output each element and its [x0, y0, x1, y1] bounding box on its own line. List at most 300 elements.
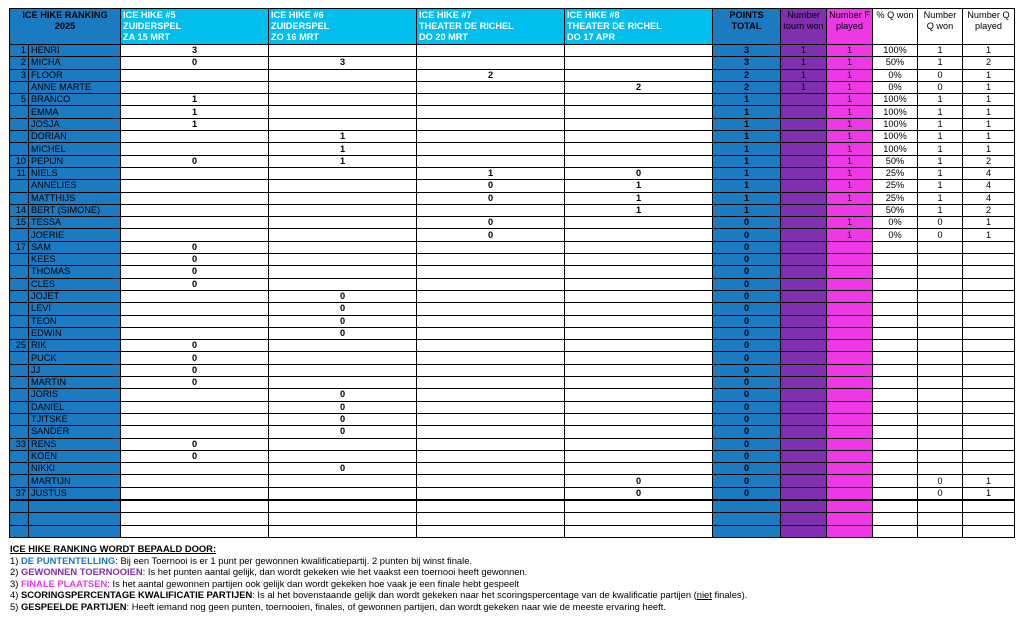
event-score: 0 — [121, 241, 269, 253]
q-won — [918, 401, 963, 413]
q-won: 1 — [918, 180, 963, 192]
legend-item — [10, 566, 747, 578]
tourn-won — [781, 167, 827, 179]
q-won: 1 — [918, 143, 963, 155]
final-played: 1 — [827, 45, 873, 57]
event-score: 1 — [565, 204, 713, 216]
event-score — [417, 426, 565, 438]
event-score — [269, 217, 417, 229]
event-score — [565, 94, 713, 106]
rank-position — [10, 180, 29, 192]
q-won: 0 — [918, 217, 963, 229]
event-score — [565, 364, 713, 376]
pct-q-won: 100% — [873, 118, 918, 130]
event-score — [565, 438, 713, 450]
points-total: 0 — [713, 377, 781, 389]
tourn-won — [781, 340, 827, 352]
event-score: 3 — [121, 45, 269, 57]
event-score — [417, 450, 565, 462]
pct-q-won: 0% — [873, 69, 918, 81]
pct-q-won: 0% — [873, 217, 918, 229]
rank-position: 33 — [10, 438, 29, 450]
tourn-won — [781, 426, 827, 438]
event-score: 1 — [269, 143, 417, 155]
q-won — [918, 327, 963, 339]
event-score — [565, 278, 713, 290]
table-row — [10, 143, 1015, 155]
pct-q-won — [873, 377, 918, 389]
event-score — [417, 413, 565, 425]
player-name: FLOOR — [29, 69, 121, 81]
tourn-won — [781, 438, 827, 450]
final-played — [827, 303, 873, 315]
player-name: KOEN — [29, 450, 121, 462]
final-played — [827, 463, 873, 475]
final-played: 1 — [827, 180, 873, 192]
player-name: TEON — [29, 315, 121, 327]
table-body — [10, 45, 1015, 538]
pct-q-won: 25% — [873, 192, 918, 204]
event-score: 0 — [565, 167, 713, 179]
legend-underline: niet — [696, 589, 712, 601]
event-score — [417, 389, 565, 401]
q-won — [918, 377, 963, 389]
points-total: 0 — [713, 290, 781, 302]
empty-cell — [29, 500, 121, 513]
q-won: 1 — [918, 167, 963, 179]
q-won-header: Number Q won — [918, 9, 963, 45]
points-total: 0 — [713, 426, 781, 438]
empty-cell — [827, 500, 873, 513]
q-won: 0 — [918, 81, 963, 93]
pct-q-won — [873, 352, 918, 364]
event-score — [269, 167, 417, 179]
q-won: 1 — [918, 57, 963, 69]
table-row — [10, 364, 1015, 376]
points-total: 0 — [713, 254, 781, 266]
q-won — [918, 463, 963, 475]
tourn-won — [781, 389, 827, 401]
q-played: 4 — [963, 192, 1015, 204]
table-row — [10, 241, 1015, 253]
event-score — [121, 413, 269, 425]
points-total: 0 — [713, 217, 781, 229]
event-score — [269, 377, 417, 389]
event-score: 1 — [121, 94, 269, 106]
player-name: JJ — [29, 364, 121, 376]
event-score — [565, 229, 713, 241]
event-date: ZA 15 MRT — [123, 32, 171, 42]
legend-item — [10, 555, 747, 567]
final-played — [827, 389, 873, 401]
pct-q-won — [873, 340, 918, 352]
rank-position: 11 — [10, 167, 29, 179]
event-score — [417, 438, 565, 450]
tourn-won: 1 — [781, 57, 827, 69]
player-name: NIKKI — [29, 463, 121, 475]
final-played: 1 — [827, 131, 873, 143]
event-game: THEATER DE RICHEL — [567, 21, 662, 31]
q-played — [963, 340, 1015, 352]
points-total: 1 — [713, 204, 781, 216]
q-played: 2 — [963, 155, 1015, 167]
table-row — [10, 278, 1015, 290]
points-total: 0 — [713, 463, 781, 475]
event-score: 0 — [121, 266, 269, 278]
points-total: 1 — [713, 180, 781, 192]
legend-key: DE PUNTENTELLING — [20, 554, 116, 566]
pct-q-won — [873, 487, 918, 500]
pct-q-won — [873, 463, 918, 475]
event-score — [417, 204, 565, 216]
tourn-won — [781, 94, 827, 106]
event-score — [269, 266, 417, 278]
player-name: JOERIE — [29, 229, 121, 241]
event-score — [417, 94, 565, 106]
rank-position — [10, 118, 29, 130]
final-played — [827, 377, 873, 389]
pct-q-won — [873, 364, 918, 376]
tourn-won — [781, 377, 827, 389]
final-played: 1 — [827, 94, 873, 106]
player-name: MICHA — [29, 57, 121, 69]
event-score — [417, 340, 565, 352]
q-played: 2 — [963, 57, 1015, 69]
legend-num: 1) — [10, 554, 19, 566]
pct-q-won: 100% — [873, 45, 918, 57]
final-played — [827, 315, 873, 327]
pct-q-won — [873, 303, 918, 315]
empty-cell — [565, 500, 713, 513]
points-total: 0 — [713, 315, 781, 327]
ranking-title-text: ICE HIKE RANKING 2025 — [22, 10, 108, 31]
rank-position — [10, 254, 29, 266]
player-name: CLES — [29, 278, 121, 290]
pct-q-won — [873, 315, 918, 327]
event-name: ICE HIKE #7 — [419, 10, 472, 20]
event-score: 0 — [269, 413, 417, 425]
final-played: 1 — [827, 118, 873, 130]
event-score — [565, 389, 713, 401]
tourn-won — [781, 204, 827, 216]
player-name: NIELS — [29, 167, 121, 179]
event-score: 0 — [121, 450, 269, 462]
event-score — [565, 426, 713, 438]
event-score — [565, 57, 713, 69]
player-name: RIK — [29, 340, 121, 352]
event-score — [565, 131, 713, 143]
event-game: ZUIDERSPEL — [123, 21, 182, 31]
event-score — [121, 401, 269, 413]
pct-q-won: 0% — [873, 81, 918, 93]
tourn-won — [781, 143, 827, 155]
empty-row — [10, 500, 1015, 513]
q-played: 1 — [963, 118, 1015, 130]
pct-q-won: 100% — [873, 131, 918, 143]
empty-row — [10, 525, 1015, 537]
table-row — [10, 352, 1015, 364]
tourn-won — [781, 241, 827, 253]
final-played: 1 — [827, 69, 873, 81]
event-score — [121, 81, 269, 93]
event-game: THEATER DE RICHEL — [419, 21, 514, 31]
final-played — [827, 450, 873, 462]
empty-cell — [963, 500, 1015, 513]
tourn-won: 1 — [781, 45, 827, 57]
event-score — [417, 463, 565, 475]
empty-cell — [781, 513, 827, 525]
table-row — [10, 413, 1015, 425]
event-score — [417, 487, 565, 500]
empty-cell — [713, 525, 781, 537]
tourn-won — [781, 266, 827, 278]
rank-position — [10, 290, 29, 302]
event-score — [269, 450, 417, 462]
rank-position — [10, 463, 29, 475]
empty-cell — [873, 500, 918, 513]
event-score — [269, 438, 417, 450]
rank-position: 37 — [10, 487, 29, 500]
points-total: 0 — [713, 327, 781, 339]
q-played: 1 — [963, 106, 1015, 118]
event-score: 0 — [121, 352, 269, 364]
empty-cell — [781, 525, 827, 537]
points-total: 0 — [713, 229, 781, 241]
final-played — [827, 278, 873, 290]
table-row — [10, 327, 1015, 339]
empty-cell — [873, 525, 918, 537]
player-name: MARTIN — [29, 377, 121, 389]
q-won — [918, 290, 963, 302]
rank-position — [10, 131, 29, 143]
pct-q-won — [873, 475, 918, 487]
empty-cell — [963, 525, 1015, 537]
event-score — [565, 217, 713, 229]
event-score: 2 — [417, 69, 565, 81]
event-score — [269, 278, 417, 290]
final-played: 1 — [827, 81, 873, 93]
table-row — [10, 81, 1015, 93]
points-total: 0 — [713, 266, 781, 278]
event-score: 1 — [269, 131, 417, 143]
empty-cell — [963, 513, 1015, 525]
event-score — [269, 364, 417, 376]
player-name: DANIEL — [29, 401, 121, 413]
legend-key: FINALE PLAATSEN — [20, 577, 108, 589]
legend-num: 3) — [10, 577, 19, 589]
points-total: 2 — [713, 69, 781, 81]
q-played: 1 — [963, 69, 1015, 81]
event-score — [565, 45, 713, 57]
q-won — [918, 340, 963, 352]
empty-cell — [417, 513, 565, 525]
event-score — [417, 475, 565, 487]
q-played — [963, 463, 1015, 475]
final-played — [827, 401, 873, 413]
empty-cell — [29, 525, 121, 537]
event-score: 0 — [121, 155, 269, 167]
table-row — [10, 438, 1015, 450]
event-score — [269, 192, 417, 204]
event-score — [565, 290, 713, 302]
event-score: 0 — [121, 254, 269, 266]
event-score: 0 — [417, 192, 565, 204]
event-score — [121, 143, 269, 155]
legend-item — [10, 589, 747, 601]
event-score: 0 — [565, 475, 713, 487]
points-total: 0 — [713, 303, 781, 315]
final-played — [827, 352, 873, 364]
legend-key: GEWONNEN TOERNOOIEN — [20, 566, 143, 578]
final-played: 1 — [827, 106, 873, 118]
final-played — [827, 327, 873, 339]
event-score — [417, 57, 565, 69]
player-name: JOJET — [29, 290, 121, 302]
player-name: KEES — [29, 254, 121, 266]
table-row — [10, 229, 1015, 241]
table-row — [10, 487, 1015, 500]
q-won: 1 — [918, 131, 963, 143]
q-played: 1 — [963, 487, 1015, 500]
table-row — [10, 217, 1015, 229]
rank-position — [10, 315, 29, 327]
empty-cell — [713, 513, 781, 525]
pct-q-won-header: % Q won — [873, 9, 918, 45]
event-score — [565, 266, 713, 278]
q-played: 1 — [963, 45, 1015, 57]
table-row — [10, 450, 1015, 462]
event-score — [417, 327, 565, 339]
q-won — [918, 438, 963, 450]
final-played — [827, 426, 873, 438]
player-name: PUCK — [29, 352, 121, 364]
points-total: 1 — [713, 192, 781, 204]
event-score — [269, 340, 417, 352]
event-score — [417, 106, 565, 118]
player-name: DORIAN — [29, 131, 121, 143]
player-name: JOSJA — [29, 118, 121, 130]
table-row — [10, 167, 1015, 179]
empty-cell — [10, 525, 29, 537]
final-played — [827, 413, 873, 425]
event-score: 0 — [269, 463, 417, 475]
event-score — [565, 303, 713, 315]
event-header — [269, 9, 417, 45]
ranking-title — [10, 9, 121, 45]
rank-position — [10, 352, 29, 364]
empty-cell — [918, 513, 963, 525]
q-played — [963, 290, 1015, 302]
empty-cell — [873, 513, 918, 525]
points-total: 0 — [713, 401, 781, 413]
q-played: 1 — [963, 217, 1015, 229]
empty-cell — [417, 500, 565, 513]
event-score — [121, 475, 269, 487]
empty-cell — [121, 500, 269, 513]
table-row — [10, 45, 1015, 57]
player-name: EDWIN — [29, 327, 121, 339]
event-name: ICE HIKE #5 — [123, 10, 176, 20]
points-total: 1 — [713, 106, 781, 118]
pct-q-won — [873, 450, 918, 462]
q-played — [963, 303, 1015, 315]
tourn-won — [781, 217, 827, 229]
q-won: 1 — [918, 204, 963, 216]
event-score: 0 — [417, 217, 565, 229]
pct-q-won — [873, 290, 918, 302]
empty-cell — [121, 513, 269, 525]
event-score — [269, 487, 417, 500]
q-won: 1 — [918, 94, 963, 106]
points-total: 1 — [713, 167, 781, 179]
event-score — [417, 364, 565, 376]
pct-q-won — [873, 389, 918, 401]
points-total: 0 — [713, 352, 781, 364]
q-won — [918, 426, 963, 438]
player-name: MATTHIJS — [29, 192, 121, 204]
q-won — [918, 266, 963, 278]
event-score — [565, 118, 713, 130]
legend-text: : Bij een Toernooi is er 1 punt per gewonnen kwalificatiepartij. 2 punten bij winst finale. — [115, 554, 473, 566]
tourn-won — [781, 278, 827, 290]
table-row — [10, 340, 1015, 352]
event-score — [121, 192, 269, 204]
q-played — [963, 254, 1015, 266]
event-date: DO 17 APR — [567, 32, 616, 42]
rank-position — [10, 192, 29, 204]
event-score: 0 — [269, 426, 417, 438]
q-won: 0 — [918, 229, 963, 241]
empty-cell — [827, 525, 873, 537]
event-score: 1 — [565, 192, 713, 204]
tourn-won — [781, 192, 827, 204]
event-score: 0 — [417, 229, 565, 241]
points-total: 0 — [713, 389, 781, 401]
legend-num: 5) — [10, 600, 19, 612]
final-played: 1 — [827, 192, 873, 204]
legend-key: GESPEELDE PARTIJEN — [20, 600, 127, 612]
event-score: 3 — [269, 57, 417, 69]
event-score: 1 — [417, 167, 565, 179]
final-played-header: Number F played — [827, 9, 873, 45]
legend-item — [10, 578, 747, 590]
q-won: 0 — [918, 69, 963, 81]
rank-position — [10, 401, 29, 413]
pct-q-won — [873, 413, 918, 425]
event-score — [269, 241, 417, 253]
event-score: 0 — [269, 327, 417, 339]
rank-position: 25 — [10, 340, 29, 352]
event-score — [417, 241, 565, 253]
empty-cell — [29, 513, 121, 525]
legend-num: 4) — [10, 589, 19, 601]
event-score: 2 — [565, 81, 713, 93]
q-won — [918, 315, 963, 327]
player-name: EMMA — [29, 106, 121, 118]
event-score: 0 — [121, 438, 269, 450]
q-played: 4 — [963, 180, 1015, 192]
pct-q-won: 25% — [873, 167, 918, 179]
tourn-won — [781, 463, 827, 475]
q-played — [963, 241, 1015, 253]
empty-cell — [565, 513, 713, 525]
event-score — [269, 229, 417, 241]
event-score — [417, 45, 565, 57]
table-row — [10, 290, 1015, 302]
points-total: 0 — [713, 475, 781, 487]
player-name: SANDER — [29, 426, 121, 438]
q-played — [963, 377, 1015, 389]
